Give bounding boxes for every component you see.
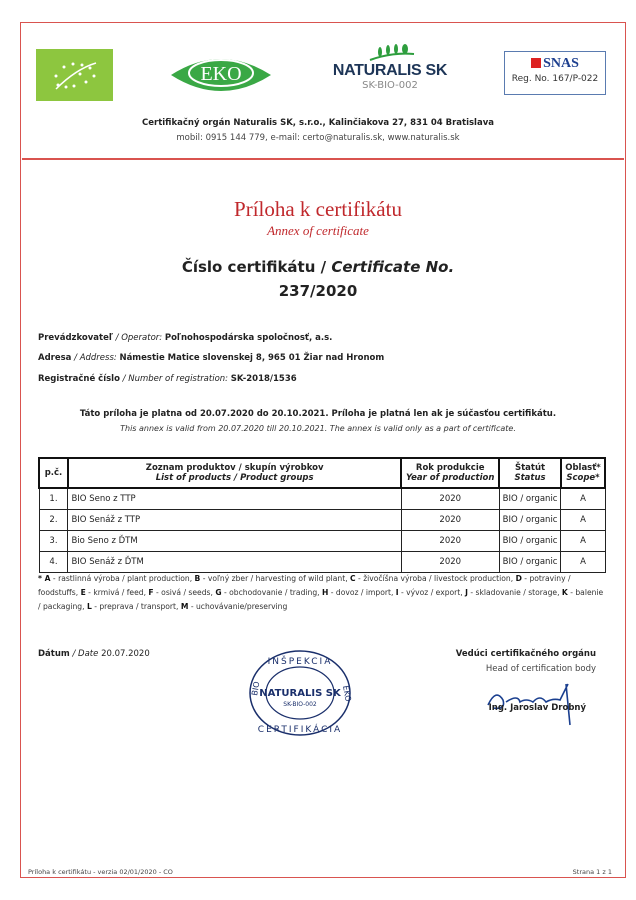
footer-version: Príloha k certifikátu - verzia 02/01/2020 - CO <box>28 868 173 876</box>
issuer-address: Certifikačný orgán Naturalis SK, s.r.o., Kalinčiakova 27, 831 04 Bratislava <box>142 118 494 128</box>
head-title-en: Head of certification body <box>485 664 596 674</box>
svg-text:INŠPEKCIA: INŠPEKCIA <box>267 657 333 667</box>
table-cell: 2020 <box>401 552 499 573</box>
table-cell: BIO Senáž z ĎTM <box>68 552 401 573</box>
table-cell: 2020 <box>401 531 499 552</box>
document-title: Príloha k certifikátu <box>234 197 402 221</box>
table-cell: Bio Seno z ĎTM <box>68 531 401 552</box>
certification-stamp <box>247 648 353 738</box>
naturalis-code: SK-BIO-002 <box>362 80 418 91</box>
naturalis-name: NATURALIS SK <box>332 62 448 79</box>
table-cell: 3. <box>39 531 68 552</box>
table-cell: 1. <box>39 488 68 510</box>
date-line: Dátum / Date 20.07.2020 <box>38 649 150 659</box>
table-cell: BIO / organic <box>499 488 561 510</box>
eko-logo-text: EKO <box>200 63 242 85</box>
issuer-contact: mobil: 0915 144 779, e-mail: certo@naturalis.sk, www.naturalis.sk <box>176 133 460 143</box>
snas-logo <box>504 51 606 95</box>
table-cell: A <box>561 488 605 510</box>
table-row <box>39 510 605 531</box>
table-cell: 2. <box>39 510 68 531</box>
table-row <box>39 552 605 573</box>
naturalis-logo <box>330 40 450 110</box>
table-cell: 4. <box>39 552 68 573</box>
leaf-icon <box>368 44 416 62</box>
column-header: p.č. <box>39 458 68 488</box>
eu-organic-logo <box>36 49 113 101</box>
column-header: Štatút Status <box>499 458 561 488</box>
document-subtitle: Annex of certificate <box>267 223 369 238</box>
table-cell: BIO Senáž z TTP <box>68 510 401 531</box>
table-row <box>39 488 605 510</box>
column-header: Zoznam produktov / skupín výrobkov List of products / Product groups <box>68 458 401 488</box>
validity-sk: Táto príloha je platna od 20.07.2020 do 20.10.2021. Príloha je platná len ak je súčasťou certifikátu. <box>79 409 557 419</box>
table-cell: BIO / organic <box>499 552 561 573</box>
svg-text:BIO: BIO <box>250 680 262 697</box>
snas-name: SNAS <box>543 56 579 71</box>
products-table <box>38 457 606 573</box>
validity-en: This annex is valid from 20.07.2020 till 20.10.2021. The annex is valid only as a part of certificate. <box>120 424 516 433</box>
table-cell: A <box>561 531 605 552</box>
table-cell: A <box>561 510 605 531</box>
divider <box>22 158 624 160</box>
page-border <box>20 22 626 878</box>
certificate-number-label: Číslo certifikátu / Certificate No. <box>181 258 455 276</box>
table-cell: BIO / organic <box>499 531 561 552</box>
table-cell: 2020 <box>401 510 499 531</box>
column-header: Rok produkcie Year of production <box>401 458 499 488</box>
svg-text:CERTIFIKÁCIA: CERTIFIKÁCIA <box>257 725 343 735</box>
eko-logo <box>168 51 274 99</box>
slovak-flag-icon <box>531 58 541 68</box>
table-cell: BIO / organic <box>499 510 561 531</box>
column-header: Oblasť* Scope* <box>561 458 605 488</box>
registration-line: Registračné číslo / Number of registration: SK-2018/1536 <box>38 374 297 384</box>
svg-text:SK-BIO-002: SK-BIO-002 <box>283 701 317 708</box>
head-title-sk: Vedúci certifikačného orgánu <box>455 649 596 659</box>
table-cell: BIO Seno z TTP <box>68 488 401 510</box>
table-cell: A <box>561 552 605 573</box>
certificate-number: 237/2020 <box>278 282 358 300</box>
svg-text:NATURALIS SK: NATURALIS SK <box>259 688 341 699</box>
signatory-name: Ing. Jaroslav Drobný <box>488 703 586 713</box>
address-line: Adresa / Address: Námestie Matice slovenskej 8, 965 01 Žiar nad Hronom <box>38 353 385 363</box>
table-row <box>39 531 605 552</box>
operator-line: Prevádzkovateľ / Operator: Poľnohospodárska spoločnosť, a.s. <box>38 333 333 343</box>
footer-page: Strana 1 z 1 <box>572 868 612 876</box>
svg-text:EKO: EKO <box>341 684 353 703</box>
scope-footnote: * A - rastlinná výroba / plant production, B - voľný zber / harvesting of wild plant, C - živočíšna výroba / livestock production, D - potraviny / foodstuffs, E - krmivá / feed, F - osivá / seeds, G - obchodovanie / trading, H - dovoz / import, I - vývoz / export, J - skladovanie / storage, K - balenie / packaging, L - preprava / transport, M - uchovávanie/preserving <box>38 574 604 611</box>
snas-reg: Reg. No. 167/P-022 <box>511 74 599 84</box>
table-cell: 2020 <box>401 488 499 510</box>
